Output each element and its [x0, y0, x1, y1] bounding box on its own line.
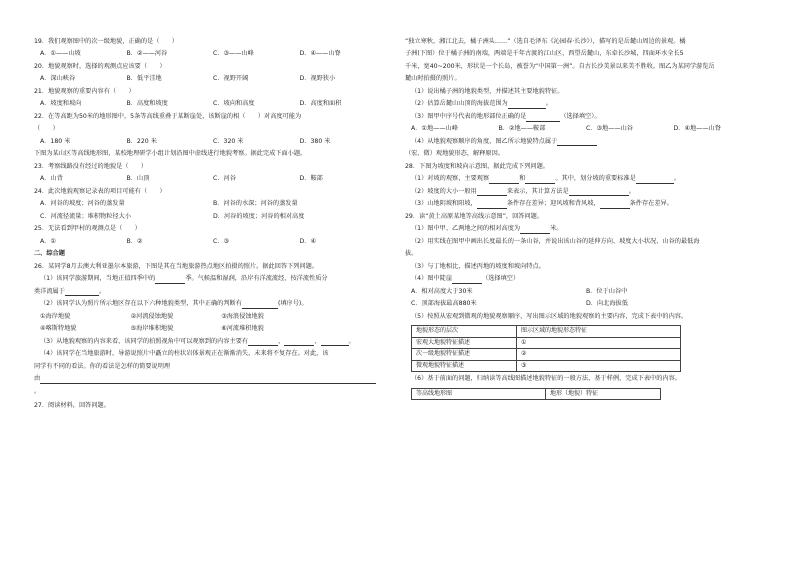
- q26-landforms-row2: ④喀斯特地貌 ⑤海岸堆积地貌 ⑥河流堆积地貌: [40, 325, 264, 333]
- option: B．高度和坡度: [126, 100, 168, 108]
- table-header-row: 地貌形态的层次 图示区域的地貌形态特征: [412, 326, 681, 338]
- option: C．③——山峰: [213, 50, 254, 58]
- option: A．①地——山峰: [411, 125, 458, 133]
- question-29: 29．读“黄土高原某地等高线示意图”，回答问题。: [405, 212, 544, 220]
- question-23: 23．考察线路没有经过的地貌是（ ）: [34, 162, 148, 170]
- q26-part1-cont: 类洋流属于 。: [34, 287, 106, 295]
- question-27: 27．阅读材料，回答问题。: [34, 402, 110, 410]
- q26-part4-end: 。: [34, 387, 41, 395]
- q29-part5: （5）按照从宏观到微观的地貌观察顺序，写出图示区域的地貌观察的主要内容，完成下表中的内容。: [411, 312, 688, 320]
- option: B．②地——鞍部: [498, 125, 546, 133]
- option: C．坡向和高度: [213, 100, 255, 108]
- q26-part2: （2）该同学认为照片所示地区存在以下六种地貌类型，其中正确的判断有 (填序号)。: [40, 300, 308, 308]
- option: B．低平洼地: [126, 75, 162, 83]
- q29-part4-options-cd: [411, 300, 761, 309]
- q28-part3: （3）山地阴坡和阳坡， 条件存在差异；迎风坡和背风坡， 条件存在差异。: [411, 200, 673, 208]
- option: C．顶部海拔最高880米: [411, 300, 477, 308]
- material-line2: 子洲(下图）位于橘子洲的南端，两端是千年古渡的江山区，西望岳麓山，东牵长沙城，四面环水全长5: [405, 50, 684, 58]
- q23-options: [40, 175, 386, 184]
- q27-part1: （1）说出橘子洲的地貌类型，并描述其主要地貌特征。: [411, 87, 564, 95]
- option: B．位于山谷中: [586, 287, 628, 295]
- material-line1: “独立寒秋，湘江北去，橘子洲头……”（选自毛泽东《沁园春·长沙》），描写的是岳麓山周边的景观。橘: [405, 38, 686, 45]
- q29-part2: （2）用实线在图甲中画出长度最长的一条山谷，并说出该山谷的延伸方向、坡度大小状况、山谷的最低海: [411, 237, 700, 245]
- q29-part4: （4）图中陡崖 （选择填空）: [411, 275, 520, 283]
- method-table: [411, 388, 661, 401]
- option: C．视野开阔: [213, 75, 249, 83]
- option: C．河流径流量；堆积物粒径大小: [40, 212, 131, 220]
- q27-part3-options: [411, 125, 761, 134]
- q26-part3: （3）从地貌观察的内容来看，该同学的拍照视角中可以观察到的内容主要有 、 、 。: [40, 337, 355, 345]
- q29-part1: （1）图中甲、乙两地之间的相对高度为 米。: [411, 225, 563, 233]
- option: B．②: [126, 237, 143, 245]
- option: B．220 米: [126, 137, 157, 145]
- q26-part4-answer: 由: [34, 375, 386, 384]
- q27-part4-cont: （宏、微）观地貌形态，解释原因。: [405, 150, 504, 158]
- q27-part2: （2）估算岳麓山山顶的海拔范围为 。: [411, 100, 552, 108]
- option: A．相对高度大于30米: [411, 287, 473, 295]
- option: D．380 米: [299, 137, 331, 145]
- option: B．②——河谷: [126, 50, 168, 58]
- intro-28: 28．下图为坡度和坡向示意图，据此完成下列问题。: [405, 162, 549, 170]
- question-19: 19．我们观察图中的次一级地貌，正确的是（ ）: [34, 38, 178, 45]
- option: A．①——山坡: [40, 50, 81, 58]
- table-row: 微观地貌特征描述 ③: [412, 360, 681, 372]
- q22-options: [40, 138, 386, 147]
- option: D．视野狭小: [299, 75, 336, 83]
- q29-part6: （6）基于前面的问题，归纳读等高线图描述地貌特征的一般方法，基于样例，完成下表中的内容。: [411, 375, 681, 383]
- q28-part1: （1）对坡的观察，主要观察 和 。其中，划分坡的重要标准是 。: [411, 175, 680, 183]
- question-24: 24．此次地貌观察记录表的项目可能有（ ）: [34, 187, 166, 195]
- question-26: 26．某同学8月去澳大利亚墨尔本旅游，下图是其在当地旅游热点地区拍摄的照片。据此回答下列问题。: [34, 262, 319, 270]
- q24-options-ab: [40, 200, 386, 209]
- option: D．河谷的坡度；河谷的相对高度: [213, 212, 305, 220]
- q24-options-cd: [40, 213, 386, 222]
- table-row: 次一级地貌特征描述 ②: [412, 349, 681, 361]
- q25-options: [40, 238, 386, 247]
- option: A．深山峡谷: [40, 75, 76, 83]
- option: C．③地——山谷: [586, 125, 633, 133]
- question-20: 20．地貌观察时，选择的观测点应该要（ ）: [34, 62, 166, 70]
- material-line3: 千米，宽40~200米，形状是一个长岛，被誉为“中国第一洲”。自古长沙美景以来美不胜收。图乙为某同学游览岳: [405, 62, 715, 70]
- question-22-paren: （ ）: [34, 125, 59, 133]
- section-heading: 二、综合题: [34, 250, 65, 258]
- option: A．河谷的坡度；河谷的蒸发量: [40, 200, 125, 208]
- option: B．山顶: [126, 175, 150, 183]
- q26-landforms-row1: ①海岸地貌 ②河流侵蚀地貌 ③海浪侵蚀地貌: [40, 312, 264, 320]
- q26-part1: （1）该同学旅游期间，当地正值四季中的 季。气候温和湿润，沿岸有洋流流经，按洋流性质分: [40, 275, 328, 283]
- question-25: 25．无法看到甲村的观测点是（ ）: [34, 225, 141, 233]
- option: A．山背: [40, 175, 63, 183]
- right-column: [405, 38, 761, 400]
- left-column: [34, 38, 386, 415]
- table-row: 宏观大地貌特征描述 ①: [412, 337, 681, 349]
- intro-23: 下图为某山区等高线地形图，某校地理研学小组计划沿图中虚线进行地貌考察。据此完成下面小题。: [34, 150, 307, 158]
- option: A．①: [40, 237, 56, 245]
- option: D．高度和面积: [299, 100, 342, 108]
- option: D．④地——山脊: [673, 125, 721, 133]
- q27-part3: （3）图甲中序号代表的地形部位正确的是 （选择填空）。: [411, 112, 601, 120]
- option: A．坡度和坡向: [40, 100, 82, 108]
- q21-options: [40, 100, 386, 109]
- question-22: 22．在等高距为50米的地形图中，5条等高线重叠于某断崖处，该断崖的相（ ）对高度可能为: [34, 112, 302, 120]
- option: B．河谷的水深；河谷的蒸发量: [213, 200, 298, 208]
- option: A．180 米: [40, 137, 71, 145]
- q28-part2: （2）坡度的大小一般用 来表示，其计算方法是 。: [411, 187, 635, 195]
- q19-options: [40, 50, 386, 59]
- option: D．④——山脊: [299, 50, 341, 58]
- option: D．鞍部: [299, 175, 323, 183]
- table-header-row: 等高线地形图 地形（地貌）特征: [412, 388, 661, 400]
- option: D．④: [299, 237, 316, 245]
- option: D．向北海拔低: [586, 300, 628, 308]
- q26-part4-cont: 同学有不同的看法。你的看法是怎样的简要说明理: [34, 362, 171, 370]
- landform-table: [411, 325, 681, 372]
- q29-part4-options-ab: [411, 288, 761, 297]
- q29-part3: （3）与丁地相比，描述丙地的坡度和坡向特点。: [411, 262, 545, 270]
- q20-options: [40, 75, 386, 84]
- option: C．320 米: [213, 137, 244, 145]
- question-21: 21．地貌观察的重要内容有（ ）: [34, 87, 135, 95]
- q26-part4: （4）该同学在当地旅游时，导游说照片中矗立的柱状岩体景观正在渐渐消失，未来将不复存在。对此，该: [40, 350, 329, 358]
- q27-part4: （4）从地貌观察顺序的角度，图乙所示地貌特点属于: [405, 138, 761, 147]
- material-line4: 麓山时拍摄的照片。: [405, 75, 461, 83]
- option: C．河谷: [213, 175, 236, 183]
- option: C．③: [213, 237, 230, 245]
- q29-part2-cont: 拔。: [405, 250, 418, 258]
